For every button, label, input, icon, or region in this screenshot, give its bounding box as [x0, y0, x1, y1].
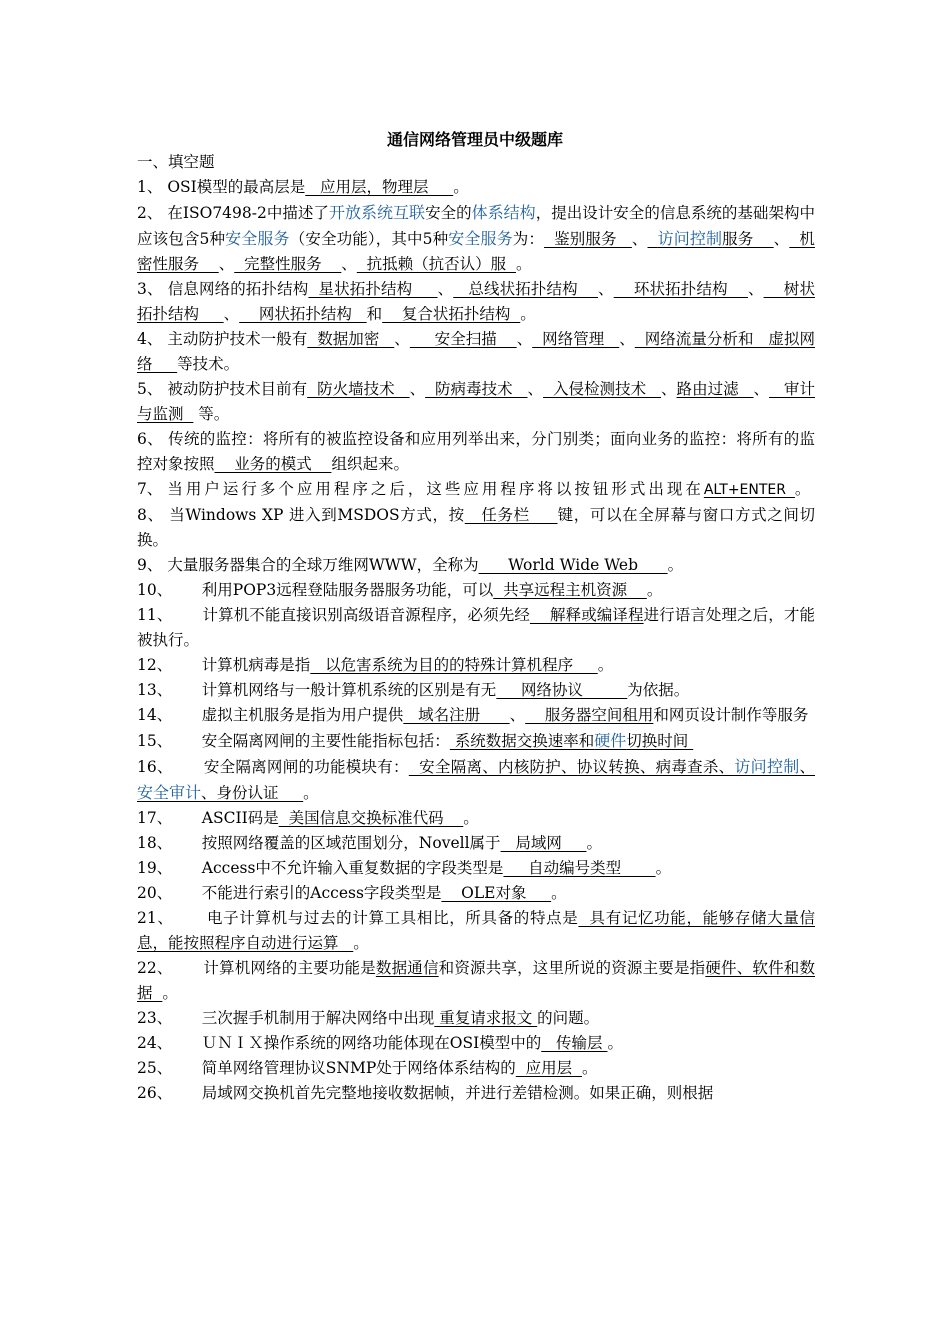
answer-blank: 完整性服务	[234, 255, 342, 273]
question-text: 。	[586, 834, 602, 852]
answer-blank: World Wide Web	[478, 556, 668, 574]
answer-blank: 数据加密	[307, 330, 395, 348]
answer-blank: 应用层，物理层	[305, 178, 454, 196]
question-number: 23、	[137, 1009, 173, 1027]
question-text: 局域网交换机首先完整地接收数据帧，并进行差错检测。如果正确，则根据	[201, 1084, 714, 1102]
question-text: 主动防护技术一般有	[167, 330, 308, 348]
separator: 和	[366, 305, 383, 323]
question-text: 进行语言处理之后，才能被执行。	[137, 606, 815, 649]
highlighted-term: 安全服务	[448, 229, 513, 248]
question-text: 。	[520, 305, 536, 323]
answer-blank: 抗抵赖（抗否认）服	[356, 255, 517, 273]
answer-blank: 树状拓扑结构	[137, 280, 815, 323]
question-17	[137, 806, 815, 831]
question-number: 8、	[137, 506, 164, 524]
question-text: 。	[794, 480, 811, 498]
separator: 、	[661, 380, 677, 398]
answer-blank: 自动编号类型	[503, 859, 656, 877]
question-10	[137, 578, 815, 603]
question-26	[137, 1081, 815, 1106]
question-text: 利用POP3远程登陆服务器服务功能，可以	[201, 581, 494, 599]
question-number: 26、	[137, 1084, 173, 1102]
question-text: 。	[162, 984, 178, 1002]
question-12	[137, 653, 815, 678]
question-6	[137, 427, 815, 477]
question-number: 7、	[137, 480, 163, 498]
answer-blank: 应用层	[515, 1059, 582, 1077]
answer-text: 、身份认证	[201, 784, 304, 802]
answer-blank: 数据通信	[375, 959, 439, 977]
question-2	[137, 200, 815, 277]
answer-blank: 服务器空间租用	[525, 706, 654, 724]
question-text: 。	[453, 178, 469, 196]
separator: 、	[747, 280, 764, 298]
question-18	[137, 831, 815, 856]
question-number: 3、	[137, 280, 163, 298]
question-number: 21、	[137, 909, 174, 927]
question-text: 组织起来。	[331, 455, 409, 473]
question-15	[137, 728, 815, 754]
question-text: 。	[463, 809, 479, 827]
question-text: ，提出设计安全的信息系统的基础架构中应该包含5种	[137, 204, 815, 248]
question-text: 信息网络的拓扑结构	[167, 280, 309, 298]
question-number: 14、	[137, 706, 173, 724]
highlighted-term: 访问控制	[734, 757, 800, 776]
question-text: 和资源共享，这里所说的资源主要是指	[438, 959, 706, 977]
question-number: 24、	[137, 1034, 173, 1052]
question-text: 的问题。	[537, 1009, 600, 1027]
question-22	[137, 956, 815, 1006]
question-text: 被动防护技术目前有	[167, 380, 308, 398]
question-text: 当Windows XP 进入到MSDOS方式，按	[169, 506, 465, 524]
question-text: 。	[353, 934, 369, 952]
answer-blank	[648, 230, 774, 248]
answer-blank: OLE对象	[441, 884, 552, 902]
answer-text: 系统数据交换速率和	[449, 732, 595, 750]
answer-blank: 环状拓扑结构	[613, 280, 748, 298]
separator: 、	[773, 230, 790, 248]
question-text: ＵＮＩＸ操作系统的网络功能体现在OSI模型中的	[201, 1034, 542, 1052]
question-text: 为依据。	[627, 681, 690, 699]
answer-blank: 鉴别服务	[544, 230, 632, 248]
highlighted-term: 安全服务	[225, 229, 290, 248]
question-text: 。	[516, 255, 532, 273]
question-text: 传统的监控：将所有的被监控设备和应用列举出来，分门别类；面向业务的监控：将所有的监控对象按照	[137, 430, 815, 473]
question-14	[137, 703, 815, 728]
separator: 、	[799, 758, 815, 776]
separator: 、	[753, 380, 770, 398]
separator: 、	[598, 280, 614, 298]
separator: 、	[341, 255, 357, 273]
question-text: 虚拟主机服务是指为用户提供	[201, 706, 404, 724]
separator: 、	[516, 330, 533, 348]
answer-blank: 安全扫描	[409, 330, 517, 348]
question-number: 13、	[137, 681, 173, 699]
question-text: OSI模型的最高层是	[167, 178, 306, 196]
question-text: 三次握手机制用于解决网络中出现	[201, 1009, 435, 1027]
answer-blank: 审计与监测	[137, 380, 815, 423]
question-text: 。	[582, 1059, 598, 1077]
question-text: （安全功能），其中5种	[289, 230, 449, 248]
question-text: 大量服务器集合的全球万维网WWW，全称为	[167, 556, 479, 574]
question-text: 安全隔离网闸的主要性能指标包括：	[201, 732, 450, 750]
question-text: 。	[607, 1034, 623, 1052]
answer-text: 切换时间	[626, 732, 694, 750]
answer-blank: 美国信息交换标准代码	[278, 809, 464, 827]
answer-blank: 入侵检测技术	[543, 380, 662, 398]
question-number: 6、	[137, 430, 163, 448]
question-text: 为：	[512, 230, 545, 248]
question-text: 。	[646, 581, 663, 599]
question-5	[137, 377, 815, 427]
answer-blank: 复合状拓扑结构	[382, 305, 521, 323]
question-number: 9、	[137, 556, 163, 574]
question-20	[137, 881, 815, 906]
document-body	[137, 150, 815, 1106]
separator: 、	[527, 380, 544, 398]
question-text: 安全的	[425, 204, 472, 222]
question-number: 1、	[137, 178, 163, 196]
question-number: 16、	[137, 758, 173, 776]
answer-text: 安全隔离、内核防护、协议转换、病毒查杀、	[408, 758, 735, 776]
answer-blank: 网络管理	[532, 330, 620, 348]
question-number: 15、	[137, 732, 173, 750]
answer-blank: 机密性服务	[137, 230, 815, 273]
highlighted-term: 体系结构	[471, 203, 536, 222]
answer-blank: 总线状拓扑结构	[453, 280, 599, 298]
answer-blank: 防火墙技术	[307, 380, 410, 398]
question-number: 22、	[137, 959, 173, 977]
question-text: 按照网络覆盖的区域范围划分，Novell属于	[201, 834, 501, 852]
question-number: 19、	[137, 859, 173, 877]
question-number: 17、	[137, 809, 173, 827]
answer-blank: 域名注册	[403, 706, 510, 724]
question-24	[137, 1031, 815, 1056]
question-number: 20、	[137, 884, 173, 902]
question-11	[137, 603, 815, 653]
question-number: 10、	[137, 581, 173, 599]
highlighted-term: 硬件	[594, 731, 627, 750]
question-7	[137, 477, 815, 503]
separator: 、	[631, 230, 648, 248]
question-3	[137, 277, 815, 327]
answer-blank: 硬件、软件和数据	[137, 959, 815, 1002]
answer-blank: 网状拓扑结构	[239, 305, 367, 323]
section-heading: 一、填空题	[137, 153, 215, 171]
question-19	[137, 856, 815, 881]
highlighted-term: 开放系统互联	[328, 203, 426, 222]
question-text: 。	[667, 556, 684, 574]
answer-blank: 路由过滤	[676, 380, 754, 398]
question-text: 键，可以在全屏幕与窗口方式之间切换。	[137, 506, 815, 549]
question-text: 。	[655, 859, 672, 877]
highlighted-term: 访问控制	[657, 229, 723, 248]
answer-blank: 防病毒技术	[425, 380, 528, 398]
separator: 、	[223, 305, 240, 323]
answer-blank: 重复请求报文	[434, 1009, 538, 1027]
question-21	[137, 906, 815, 956]
answer-blank	[450, 732, 693, 750]
question-number: 25、	[137, 1059, 173, 1077]
answer-blank: 以危害系统为目的的特殊计算机程序	[310, 656, 598, 674]
question-4	[137, 327, 815, 377]
question-text: 。	[551, 884, 567, 902]
question-16	[137, 754, 815, 806]
question-text: 不能进行索引的Access字段类型是	[201, 884, 442, 902]
question-9	[137, 553, 815, 578]
question-text: Access中不允许输入重复数据的字段类型是	[201, 859, 504, 877]
separator: 、	[394, 330, 410, 348]
question-number: 18、	[137, 834, 173, 852]
question-text: 安全隔离网闸的功能模块有：	[203, 758, 409, 776]
answer-blank: 解释或编译程	[529, 606, 644, 624]
answer-blank: 虚拟网络	[137, 330, 815, 373]
question-text: ASCII码是	[201, 809, 279, 827]
answer-blank: ALT+ENTER	[703, 482, 795, 498]
question-text: 在ISO7498-2中描述了	[167, 204, 329, 222]
question-text: 计算机不能直接识别高级语音源程序，必须先经	[202, 606, 530, 624]
answer-text: 服务	[722, 230, 774, 248]
answer-blank: 网络流量分析和	[634, 330, 754, 348]
question-number: 12、	[137, 656, 173, 674]
question-text: 计算机病毒是指	[201, 656, 311, 674]
question-text: 等。	[198, 405, 230, 423]
question-text: 计算机网络与一般计算机系统的区别是有无	[201, 681, 497, 699]
question-text: 等技术。	[177, 355, 240, 373]
question-text: 和网页设计制作等服务	[653, 706, 809, 724]
question-number: 4、	[137, 330, 163, 348]
question-number: 5、	[137, 380, 163, 398]
question-text: 简单网络管理协议SNMP处于网络体系结构的	[201, 1059, 516, 1077]
separator: 、	[509, 706, 526, 724]
question-text: 当用户运行多个应用程序之后，这些应用程序将以按钮形式出现在	[167, 480, 704, 498]
question-25	[137, 1056, 815, 1081]
answer-blank: 网络协议	[496, 681, 628, 699]
answer-blank: 具有记忆功能，能够存储大量信息，能按照程序自动进行运算	[137, 909, 815, 952]
separator: 、	[619, 330, 635, 348]
question-13	[137, 678, 815, 703]
answer-blank: 共享远程主机资源	[493, 581, 647, 599]
question-1	[137, 175, 815, 200]
answer-blank: 局域网	[500, 834, 587, 852]
page-title: 通信网络管理员中级题库	[386, 130, 563, 149]
separator: 、	[218, 255, 235, 273]
question-text: 。	[303, 784, 319, 802]
question-number: 11、	[137, 606, 173, 624]
answer-text	[648, 230, 658, 248]
question-text: 。	[597, 656, 614, 674]
question-text: 计算机网络的主要功能是	[203, 959, 376, 977]
answer-blank: 任务栏	[464, 506, 558, 524]
question-8	[137, 503, 815, 553]
answer-blank: 星状拓扑结构	[308, 280, 438, 298]
separator: 、	[409, 380, 426, 398]
question-23	[137, 1006, 815, 1031]
question-number: 2、	[137, 204, 163, 222]
answer-blank: 业务的模式	[214, 455, 332, 473]
separator: 、	[437, 280, 454, 298]
question-text: 电子计算机与过去的计算工具相比，所具备的特点是	[206, 909, 579, 927]
answer-blank: 传输层	[541, 1034, 608, 1052]
highlighted-term: 安全审计	[137, 783, 202, 802]
